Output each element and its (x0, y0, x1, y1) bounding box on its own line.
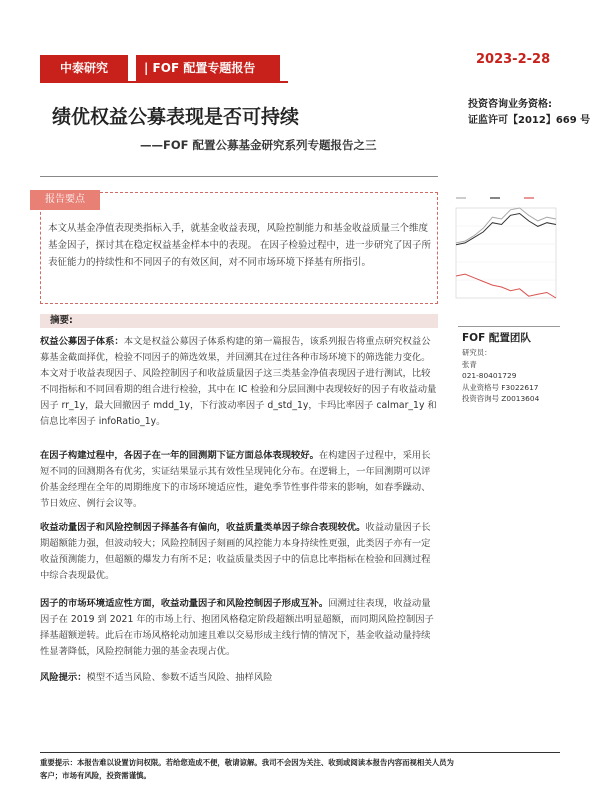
analyst-phone: 021-80401729 (462, 371, 517, 380)
paragraph-heading: 风险提示： (40, 672, 87, 683)
footer-rule (40, 752, 560, 753)
abstract-paragraph (40, 448, 438, 512)
analyst-name: 张青 (462, 359, 477, 369)
paragraph-body: 在构建因子过程中，采用长短不同的回测期各有优劣，实证结果显示其有效性呈现钝化分布。在逻辑上，一年回测期可以评价基金经理在全年的周期维度下的市场环境适应性，避免季节性事件带来的影响，如春季躁动、节日效应、例行会议等。 (40, 450, 431, 509)
summary-tag: 报告要点 (30, 190, 100, 210)
paragraph-body: 本文是权益公募因子体系构建的第一篇报告，该系列报告将重点研究权益公募基金截面择优，检验不同因子的筛选效果，并回溯其在过往各种市场环境下的筛选能力变化。本文对于收益表现因子、风险控制因子和收益质量因子这三类基金净值表现因子进行测试，比较不同指标和不同回看期的组合进行检验，其中在 IC 检验和分层回测中表现较好的因子有收益动量因子 rr_1y，最大回撤因子 mdd_1y，下行波动率因子 d_std_1y，卡玛比率因子 calmar_1y 和信息比率因子 infoRatio_1y。 (40, 336, 437, 427)
page-subtitle: ——FOF 配置公募基金研究系列专题报告之三 (140, 138, 377, 152)
qualification-block (468, 97, 590, 129)
footer-line: 客户；市场有风险，投资需谨慎。 (40, 771, 151, 780)
paragraph-heading: 因子的市场环境适应性方面，收益动量因子和风险控制因子形成互补。 (40, 598, 329, 609)
paragraph-heading: 收益动量因子和风险控制因子择基各有偏向，收益质量类单因子综合表现较优。 (40, 522, 366, 533)
paragraph-body: 回溯过往表现，收益动量因子在 2019 到 2021 年的市场上行、抱团风格稳定阶段超额出明显超额，而同期风险控制因子择基超额逆转。此后在市场风格轮动加速且难以交易形成主线行情的情况下，基金收益动量持续性显著降低，风险控制能力强的基金表现占优。 (40, 598, 434, 657)
footer-line: 重要提示：本报告难以设置访问权限。若给您造成不便，敬请谅解。我司不会因为关注、收到或阅读本报告内容而视相关人员为 (40, 758, 454, 767)
team-info (462, 347, 539, 405)
team-divider (458, 326, 560, 327)
header-rule (40, 81, 288, 83)
abstract-label: 摘要: (50, 315, 73, 326)
paragraph-body: 模型不适当风险、参数不适当风险、抽样风险 (86, 672, 273, 683)
abstract-header (40, 314, 438, 328)
paragraph-heading: 在因子构建过程中，各因子在一年的回测期下证方面总体表现较好。 (40, 450, 319, 461)
abstract-paragraph (40, 596, 438, 660)
team-line: 研究员： (462, 348, 492, 357)
analyst-qualification: 从业资格号 F3022617 (462, 382, 539, 392)
brand-logo: 中泰研究 (40, 55, 128, 81)
license-line: 证监许可【2012】669 号 (468, 115, 591, 126)
abstract-paragraph (40, 334, 438, 430)
chart-series-line (456, 214, 556, 245)
paragraph-body: 收益动量因子长期超额能力强，但波动较大；风险控制因子刻画的风控能力本身持续性更强，此类因子亦有一定收益预测能力，但超额的爆发力有所不足；收益质量类因子中的信息比率指标在检验和回测过程中综合表现最优。 (40, 522, 431, 581)
risk-notice (40, 670, 438, 686)
analyst-license: 投资咨询号 Z0013604 (462, 394, 540, 403)
divider (40, 176, 438, 177)
paragraph-heading: 权益公募因子体系： (40, 336, 124, 347)
qualification-line: 投资咨询业务资格: (468, 99, 552, 110)
cover-line-chart (450, 190, 560, 308)
abstract-paragraph (40, 520, 438, 584)
report-date: 2023-2-28 (476, 52, 551, 67)
chart-series-line (456, 274, 556, 298)
footer-notice (40, 756, 560, 782)
page-title: 绩优权益公募表现是否可持续 (52, 106, 300, 128)
report-type-tag: | FOF 配置专题报告 (136, 55, 280, 81)
chart-plot-area (456, 208, 556, 298)
summary-text: 本文从基金净值表现类指标入手，就基金收益表现，风险控制能力和基金收益质量三个维度基金因子，探讨其在稳定权益基金样本中的表现。 在因子检验过程中，进一步研究了因子所表征能力的持续性和不同因子的有效区间，对不同市场环境下择基有所指引。 (48, 223, 432, 268)
team-title: FOF 配置团队 (462, 332, 531, 344)
